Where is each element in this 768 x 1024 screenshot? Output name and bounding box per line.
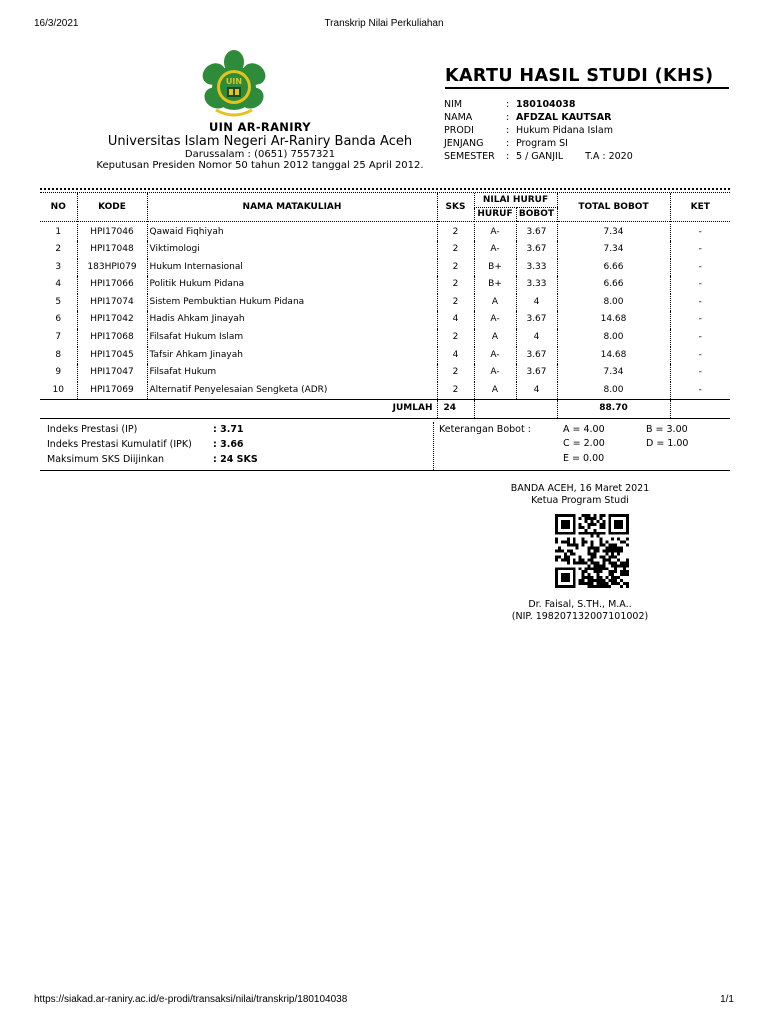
- cell-huruf: B+: [474, 276, 516, 294]
- cell-huruf: A-: [474, 347, 516, 365]
- cell-nama: Filsafat Hukum Islam: [147, 329, 437, 347]
- cell-ket: -: [670, 241, 730, 259]
- cell-total-bobot: 7.34: [557, 224, 670, 242]
- institution-block: [40, 120, 480, 171]
- nama-label: NAMA: [444, 112, 473, 123]
- grade-c: C = 2.00: [563, 438, 605, 449]
- cell-huruf: B+: [474, 259, 516, 277]
- cell-nama: Hukum Internasional: [147, 259, 437, 277]
- cell-sks: 2: [437, 294, 474, 312]
- nim-label: NIM: [444, 99, 463, 110]
- institution-address: Darussalam : (0651) 7557321: [184, 149, 336, 160]
- cell-total-bobot: 8.00: [557, 329, 670, 347]
- cell-huruf: A-: [474, 364, 516, 382]
- col-header-no: NO: [50, 201, 66, 212]
- cell-total-bobot: 14.68: [557, 347, 670, 365]
- jumlah-total-bobot: 88.70: [557, 400, 670, 419]
- jenjang-label: JENJANG: [444, 138, 484, 149]
- cell-bobot: 3.67: [516, 347, 557, 365]
- table-row: [40, 241, 730, 259]
- cell-sks: 2: [437, 224, 474, 242]
- table-row: [40, 311, 730, 329]
- grade-d: D = 1.00: [646, 438, 689, 449]
- print-url: https://siakad.ar-raniry.ac.id/e-prodi/transaksi/nilai/transkrip/180104038: [34, 994, 348, 1005]
- student-info: NIM : 180104038 NAMA : AFDZAL KAUTSAR PRODI : Hukum Pidana Islam JENJANG : Program SI SEMESTER : 5 / GANJIL T.A : 2020: [444, 99, 633, 162]
- cell-nama: Qawaid Fiqhiyah: [147, 224, 437, 242]
- col-header-sks: SKS: [437, 193, 474, 221]
- signatory-nip: (NIP. 198207132007101002): [511, 611, 649, 622]
- signature-position: Ketua Program Studi: [531, 495, 629, 506]
- grade-b: B = 3.00: [646, 424, 688, 435]
- ip-value: : 3.71: [213, 424, 244, 435]
- grades-table-wrapper: [40, 188, 730, 419]
- signature-place-date: BANDA ACEH, 16 Maret 2021: [510, 483, 650, 494]
- cell-nama: Filsafat Hukum: [147, 364, 437, 382]
- document-title: KARTU HASIL STUDI (KHS): [445, 66, 729, 89]
- cell-total-bobot: 8.00: [557, 294, 670, 312]
- cell-kode: 183HPI079: [77, 259, 147, 277]
- cell-kode: HPI17069: [77, 382, 147, 400]
- cell-ket: -: [670, 382, 730, 400]
- qr-code: [555, 514, 629, 588]
- cell-kode: HPI17066: [77, 276, 147, 294]
- cell-huruf: A: [474, 329, 516, 347]
- cell-bobot: 3.67: [516, 311, 557, 329]
- table-row: [40, 329, 730, 347]
- cell-bobot: 3.67: [516, 241, 557, 259]
- cell-total-bobot: 7.34: [557, 364, 670, 382]
- cell-no: 5: [55, 296, 62, 307]
- university-logo: [198, 50, 270, 122]
- print-title: Transkrip Nilai Perkuliahan: [324, 18, 444, 29]
- col-header-total-bobot: TOTAL BOBOT: [557, 193, 670, 221]
- cell-total-bobot: 6.66: [557, 276, 670, 294]
- cell-no: 9: [55, 367, 62, 378]
- cell-huruf: A-: [474, 311, 516, 329]
- max-sks-label: Maksimum SKS Diijinkan: [47, 454, 165, 465]
- cell-no: 4: [55, 279, 62, 290]
- cell-bobot: 4: [516, 294, 557, 312]
- cell-bobot: 3.33: [516, 259, 557, 277]
- nama-value: AFDZAL KAUTSAR: [516, 112, 612, 123]
- cell-no: 8: [55, 349, 62, 360]
- cell-sks: 2: [437, 364, 474, 382]
- cell-bobot: 3.33: [516, 276, 557, 294]
- cell-bobot: 4: [516, 329, 557, 347]
- cell-nama: Alternatif Penyelesaian Sengketa (ADR): [147, 382, 437, 400]
- signatory-name: Dr. Faisal, S.TH., M.A..: [528, 599, 632, 610]
- max-sks-value: : 24 SKS: [213, 454, 258, 465]
- cell-kode: HPI17047: [77, 364, 147, 382]
- nim-value: 180104038: [516, 99, 576, 110]
- table-row: [40, 364, 730, 382]
- cell-kode: HPI17042: [77, 311, 147, 329]
- cell-total-bobot: 8.00: [557, 382, 670, 400]
- col-header-huruf: HURUF: [474, 207, 516, 221]
- cell-no: 3: [55, 261, 62, 272]
- academic-year: T.A : 2020: [585, 151, 633, 162]
- cell-ket: -: [670, 347, 730, 365]
- cell-kode: HPI17046: [77, 224, 147, 242]
- col-header-nama: NAMA MATAKULIAH: [147, 193, 437, 221]
- col-header-ket: KET: [670, 193, 730, 221]
- prodi-value: Hukum Pidana Islam: [516, 125, 614, 136]
- cell-nama: Sistem Pembuktian Hukum Pidana: [147, 294, 437, 312]
- cell-ket: -: [670, 276, 730, 294]
- table-row: [40, 224, 730, 242]
- cell-sks: 2: [437, 259, 474, 277]
- cell-no: 6: [55, 314, 62, 325]
- svg-text:UIN: UIN: [225, 77, 243, 86]
- cell-no: 1: [55, 226, 62, 237]
- cell-nama: Tafsir Ahkam Jinayah: [147, 347, 437, 365]
- table-row: [40, 259, 730, 277]
- table-row: [40, 382, 730, 400]
- cell-ket: -: [670, 329, 730, 347]
- table-row: [40, 347, 730, 365]
- prodi-label: PRODI: [444, 125, 474, 136]
- jumlah-sks: 24: [437, 400, 474, 419]
- cell-nama: Hadis Ahkam Jinayah: [147, 311, 437, 329]
- institution-short-name: UIN AR-RANIRY: [209, 120, 311, 134]
- cell-ket: -: [670, 294, 730, 312]
- cell-kode: HPI17048: [77, 241, 147, 259]
- summary-section: [40, 422, 730, 471]
- jumlah-label: JUMLAH: [40, 400, 437, 419]
- cell-sks: 2: [437, 241, 474, 259]
- cell-huruf: A-: [474, 224, 516, 242]
- cell-sks: 2: [437, 276, 474, 294]
- ipk-label: Indeks Prestasi Kumulatif (IPK): [47, 439, 192, 450]
- cell-total-bobot: 14.68: [557, 311, 670, 329]
- col-header-bobot: BOBOT: [516, 207, 557, 221]
- total-row: [40, 400, 730, 419]
- table-row: [40, 276, 730, 294]
- cell-ket: -: [670, 224, 730, 242]
- cell-no: 10: [52, 384, 64, 395]
- print-date: 16/3/2021: [34, 18, 79, 29]
- cell-no: 2: [55, 244, 62, 255]
- cell-sks: 2: [437, 329, 474, 347]
- grades-table-body: [40, 224, 730, 400]
- cell-nama: Viktimologi: [147, 241, 437, 259]
- cell-sks: 4: [437, 347, 474, 365]
- grades-table: [40, 193, 730, 419]
- col-header-nilai-huruf: NILAI HURUF: [474, 193, 557, 207]
- keterangan-label: Keterangan Bobot :: [439, 424, 531, 435]
- cell-bobot: 3.67: [516, 364, 557, 382]
- institution-decree: Keputusan Presiden Nomor 50 tahun 2012 tanggal 25 April 2012.: [96, 160, 424, 171]
- jenjang-value: Program SI: [516, 138, 568, 149]
- table-row: [40, 294, 730, 312]
- ipk-value: : 3.66: [213, 439, 244, 450]
- cell-ket: -: [670, 259, 730, 277]
- cell-sks: 4: [437, 311, 474, 329]
- cell-kode: HPI17045: [77, 347, 147, 365]
- ip-label: Indeks Prestasi (IP): [47, 424, 138, 435]
- institution-name: Universitas Islam Negeri Ar-Raniry Banda Aceh: [107, 134, 413, 149]
- cell-bobot: 3.67: [516, 224, 557, 242]
- cell-nama: Politik Hukum Pidana: [147, 276, 437, 294]
- cell-huruf: A-: [474, 241, 516, 259]
- cell-ket: -: [670, 311, 730, 329]
- cell-huruf: A: [474, 382, 516, 400]
- cell-sks: 2: [437, 382, 474, 400]
- semester-value: 5 / GANJIL: [516, 151, 564, 162]
- semester-label: SEMESTER: [444, 151, 495, 162]
- cell-total-bobot: 7.34: [557, 241, 670, 259]
- grade-e: E = 0.00: [563, 453, 605, 464]
- grade-a: A = 4.00: [563, 424, 605, 435]
- cell-bobot: 4: [516, 382, 557, 400]
- cell-kode: HPI17068: [77, 329, 147, 347]
- col-header-kode: KODE: [77, 193, 147, 221]
- cell-huruf: A: [474, 294, 516, 312]
- cell-no: 7: [55, 332, 62, 343]
- cell-total-bobot: 6.66: [557, 259, 670, 277]
- cell-ket: -: [670, 364, 730, 382]
- cell-kode: HPI17074: [77, 294, 147, 312]
- print-page-number: 1/1: [720, 994, 734, 1005]
